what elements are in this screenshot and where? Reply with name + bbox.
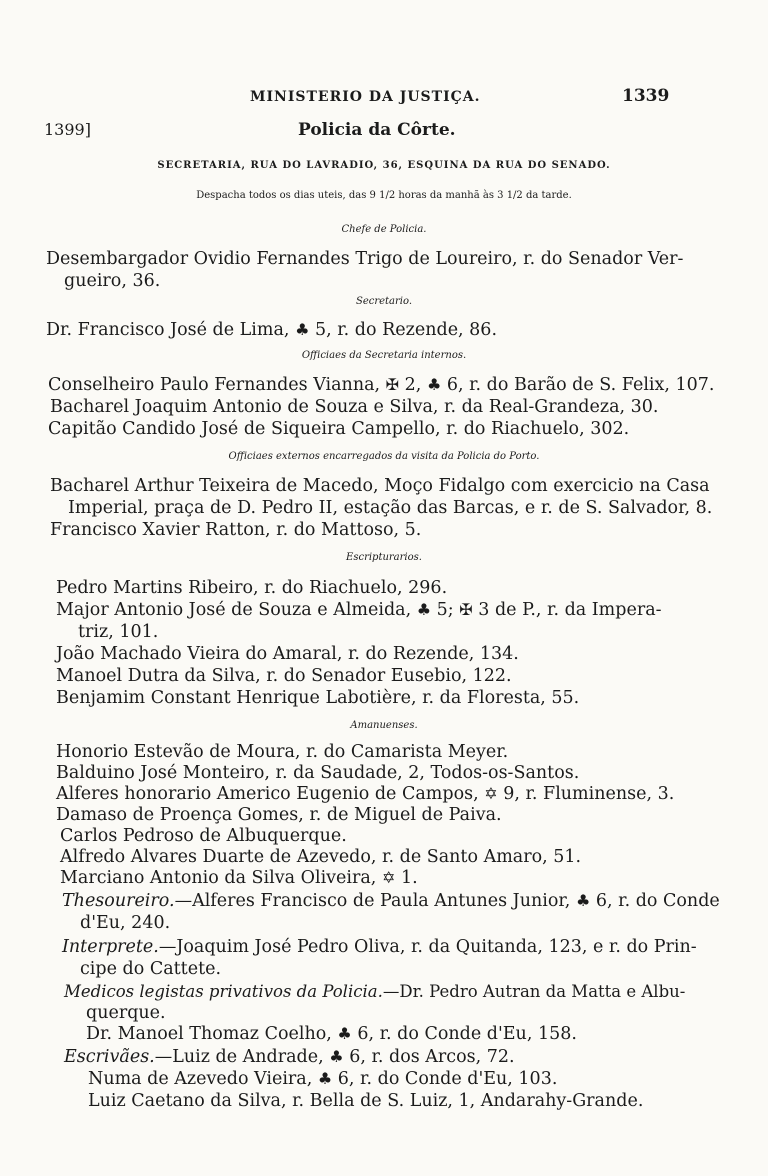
amanuenses-line-5: Carlos Pedroso de Albuquerque. bbox=[60, 826, 347, 846]
medicos-text: —Dr. Pedro Autran da Matta e Albu- bbox=[382, 982, 686, 1001]
escripturarios-line-5: Benjamim Constant Henrique Labotière, r. da Floresta, 55. bbox=[56, 688, 580, 708]
chefe-line-2: gueiro, 36. bbox=[64, 271, 161, 291]
escripturarios-line-1: Pedro Martins Ribeiro, r. do Riachuelo, 296. bbox=[56, 578, 448, 598]
amanuenses-line-3 bbox=[56, 783, 674, 805]
escrivaes-label: Escrivães. bbox=[64, 1047, 155, 1067]
heading-oficiais-internos: Officiaes da Secretaria internos. bbox=[301, 350, 467, 361]
medicos-name: Dr. Manoel Thomaz Coelho, bbox=[86, 1024, 332, 1044]
interprete-line-1 bbox=[62, 936, 697, 958]
medicos-line-3 bbox=[86, 1023, 577, 1045]
escrivaes-line-2 bbox=[88, 1068, 557, 1090]
secretario-address: 5, r. do Rezende, 86. bbox=[314, 320, 498, 340]
star-icon: ✡ bbox=[484, 784, 498, 803]
amanuenses-line-7 bbox=[60, 867, 418, 889]
amanuenses-name-7: Marciano Antonio da Silva Oliveira, bbox=[60, 868, 377, 888]
star-icon: ✡ bbox=[381, 868, 396, 887]
externos-line-2: Imperial, praça de D. Pedro II, estação das Barcas, e r. de S. Salvador, 8. bbox=[68, 498, 713, 518]
escrivaes-name-2: Numa de Azevedo Vieira, bbox=[88, 1069, 313, 1089]
escripturarios-line-4: Manoel Dutra da Silva, r. do Senador Eusebio, 122. bbox=[56, 666, 512, 686]
internos-line-2: Bacharel Joaquim Antonio de Souza e Silva, r. da Real-Grandeza, 30. bbox=[50, 397, 659, 417]
internos-line-1 bbox=[48, 374, 715, 396]
hours-line: Despacha todos os dias uteis, das 9 1/2 horas da manhã às 3 1/2 da tarde. bbox=[196, 190, 572, 201]
rose-icon: ♣ bbox=[317, 1069, 333, 1088]
rose-icon: ♣ bbox=[416, 600, 432, 619]
escripturarios-line-3: João Machado Vieira do Amaral, r. do Rezende, 134. bbox=[56, 644, 519, 664]
medicos-address: 6, r. do Conde d'Eu, 158. bbox=[357, 1024, 577, 1044]
interprete-line-2: cipe do Cattete. bbox=[80, 959, 222, 979]
internos-cross-grade: 2, bbox=[404, 375, 422, 395]
amanuenses-line-2: Balduino José Monteiro, r. da Saudade, 2, Todos-os-Santos. bbox=[56, 763, 580, 783]
running-title: MINISTERIO DA JUSTIÇA. bbox=[250, 89, 481, 105]
escripturarios-rose-grade: 5; bbox=[436, 600, 454, 620]
externos-line-1: Bacharel Arthur Teixeira de Macedo, Moço Fidalgo com exercicio na Casa bbox=[50, 476, 710, 496]
tesoureiro-address: 6, r. do Conde bbox=[595, 891, 720, 911]
cross-icon: ✠ bbox=[459, 600, 473, 619]
escripturarios-line-2b: triz, 101. bbox=[78, 622, 159, 642]
medicos-line-2: querque. bbox=[86, 1003, 166, 1023]
escrivaes-name-1: —Luiz de Andrade, bbox=[154, 1047, 324, 1067]
section-title: Policia da Côrte. bbox=[298, 120, 456, 140]
medicos-line-1 bbox=[64, 981, 685, 1003]
heading-secretario: Secretario. bbox=[355, 296, 413, 307]
amanuenses-grade-7: 1. bbox=[400, 868, 418, 888]
section-number: 1399] bbox=[44, 120, 91, 139]
interprete-label: Interprete. bbox=[62, 937, 159, 957]
tesoureiro-name: —Alferes Francisco de Paula Antunes Junior, bbox=[174, 891, 571, 911]
internos-line-3: Capitão Candido José de Siqueira Campello, r. do Riachuelo, 302. bbox=[48, 419, 630, 439]
escrivaes-line-3: Luiz Caetano da Silva, r. Bella de S. Luiz, 1, Andarahy-Grande. bbox=[88, 1091, 644, 1111]
rose-icon: ♣ bbox=[337, 1024, 352, 1043]
rose-icon: ♣ bbox=[295, 320, 310, 339]
amanuenses-name-3: Alferes honorario Americo Eugenio de Campos, bbox=[56, 784, 479, 804]
internos-name-1: Conselheiro Paulo Fernandes Vianna, bbox=[48, 375, 381, 395]
amanuenses-address-3: 9, r. Fluminense, 3. bbox=[503, 784, 675, 804]
secretario-line bbox=[46, 319, 497, 341]
cross-icon: ✠ bbox=[385, 375, 400, 394]
chefe-line-1: Desembargador Ovidio Fernandes Trigo de Loureiro, r. do Senador Ver- bbox=[46, 249, 684, 269]
rose-icon: ♣ bbox=[426, 375, 442, 394]
rose-icon: ♣ bbox=[575, 891, 591, 910]
escrivaes-address-1: 6, r. dos Arcos, 72. bbox=[349, 1047, 515, 1067]
medicos-label: Medicos legistas privativos da Policia. bbox=[64, 982, 383, 1001]
amanuenses-line-4: Damaso de Proença Gomes, r. de Miguel de Paiva. bbox=[56, 805, 502, 825]
tesoureiro-line-1 bbox=[62, 890, 720, 912]
escrivaes-address-2: 6, r. do Conde d'Eu, 103. bbox=[337, 1069, 558, 1089]
heading-chefe: Chefe de Policia. bbox=[341, 224, 427, 235]
escripturarios-line-2 bbox=[56, 599, 662, 621]
heading-oficiais-externos: Officiaes externos encarregados da visita da Policia do Porto. bbox=[228, 451, 540, 462]
tesoureiro-line-2: d'Eu, 240. bbox=[80, 913, 171, 933]
heading-escripturarios: Escripturarios. bbox=[346, 552, 422, 563]
escripturarios-address-2: 3 de P., r. da Impera- bbox=[478, 600, 662, 620]
amanuenses-line-6: Alfredo Alvares Duarte de Azevedo, r. de Santo Amaro, 51. bbox=[60, 847, 582, 867]
externos-line-3: Francisco Xavier Ratton, r. do Mattoso, 5. bbox=[50, 520, 422, 540]
interprete-text: —Joaquim José Pedro Oliva, r. da Quitanda, 123, e r. do Prin- bbox=[158, 937, 697, 957]
escrivaes-line-1 bbox=[64, 1046, 515, 1068]
amanuenses-line-1: Honorio Estevão de Moura, r. do Camarista Meyer. bbox=[56, 742, 509, 762]
rose-icon: ♣ bbox=[329, 1047, 344, 1066]
address-line: SECRETARIA, RUA DO LAVRADIO, 36, ESQUINA DA RUA DO SENADO. bbox=[157, 160, 611, 171]
heading-amanuenses: Amanuenses. bbox=[350, 720, 418, 731]
secretario-name: Dr. Francisco José de Lima, bbox=[46, 320, 290, 340]
internos-address-1: 6, r. do Barão de S. Felix, 107. bbox=[446, 375, 715, 395]
tesoureiro-label: Thesoureiro. bbox=[62, 891, 175, 911]
escripturarios-name-2: Major Antonio José de Souza e Almeida, bbox=[56, 600, 412, 620]
page-number: 1339 bbox=[622, 86, 670, 106]
